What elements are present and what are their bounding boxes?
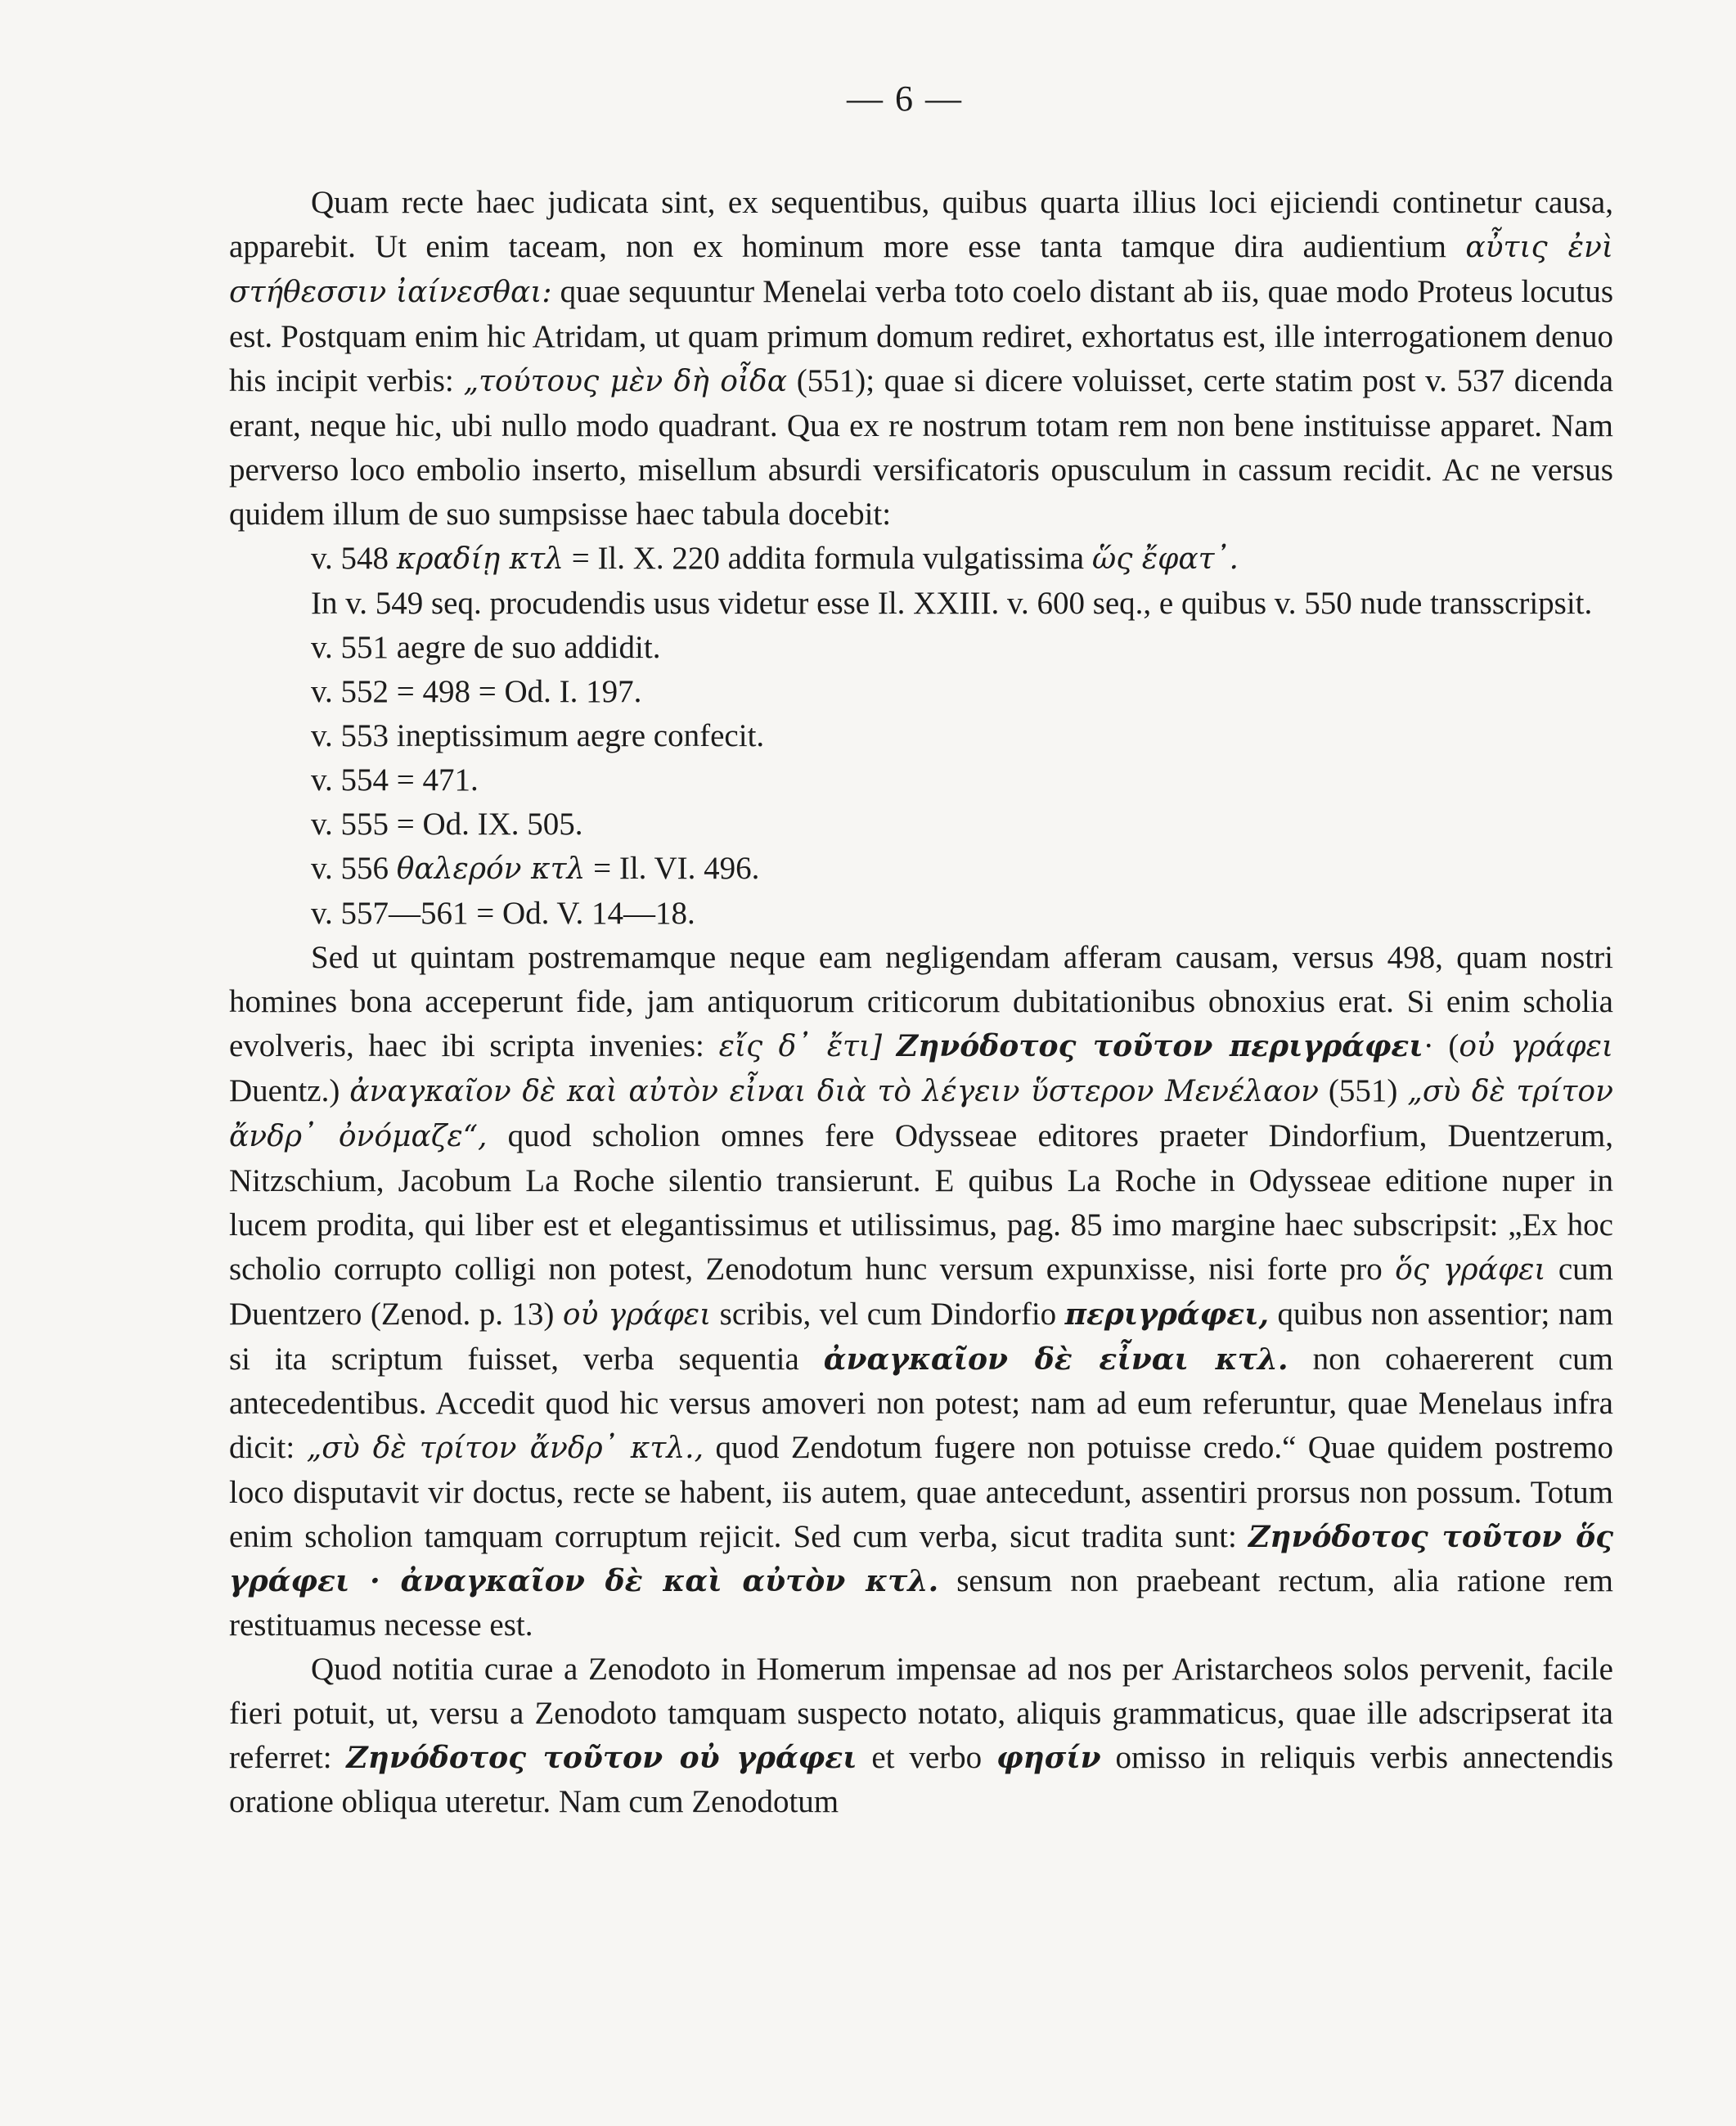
greek-quote: ἀναγκαῖον δὲ καὶ αὐτὸν εἶναι διὰ τὸ λέγειν ὕστερον Μενέλαον xyxy=(349,1075,1320,1108)
text: quod Zendotum fugere non potuisse credo.“ Quae quidem postremo loco disputavit vir doctus, recte se habent, iis autem, quae antecedunt, assentiri prorsus non possum. Totum enim scholion tamquam corruptum rejicit. Sed cum verba, sicut tradita sunt: xyxy=(229,1430,1614,1554)
greek-quote: φησίν xyxy=(996,1741,1101,1775)
paragraph-3 xyxy=(229,1647,1613,1824)
text: omisso in reliquis verbis annectendis oratione obliqua uteretur. Nam cum Zenodotum xyxy=(229,1740,1613,1819)
verse-line-548 xyxy=(229,537,1613,582)
text: Duentz.) xyxy=(229,1073,340,1108)
text: · ( xyxy=(1423,1028,1459,1063)
greek-quote: Ζηνόδοτος τοῦτον οὐ γράφει xyxy=(346,1741,857,1775)
greek-quote: „σὺ δὲ τρίτον ἄνδρ᾽ κτλ., xyxy=(306,1432,704,1465)
greek-quote: ἀναγκαῖον δὲ εἶναι κτλ. xyxy=(823,1342,1289,1377)
verse-line-556 xyxy=(229,847,1613,892)
greek-quote: ὅς γράφει xyxy=(1395,1253,1546,1287)
greek-quote: „τούτους μὲν δὴ οἶδα xyxy=(463,365,788,398)
greek-quote: Ζηνόδοτος τοῦτον περιγράφει xyxy=(896,1029,1423,1063)
verse-line-555: v. 555 = Od. IX. 505. xyxy=(311,807,583,842)
paragraph-2 xyxy=(229,936,1613,1647)
greek-quote: θαλερόν κτλ xyxy=(396,852,586,886)
paragraph-1 xyxy=(229,181,1613,537)
greek-quote: οὐ γράφει xyxy=(562,1298,712,1332)
greek-quote: Ζηνόδοτος τοῦτον ὅς γράφει · ἀναγκαῖον δὲ καὶ αὐτὸν κτλ. xyxy=(229,1520,1614,1598)
greek-quote: ὥς ἔφατ᾽. xyxy=(1091,542,1239,576)
text: quod scholion omnes fere Odysseae editores praeter Dindorfium, Duentzerum, Nitzschium, Jacobum La Roche silentio transierunt. E quibus La Roche in Odysseae editione nuper in lucem prodita, qui liber est et elegantissimus et utilissimus, pag. 85 imo margine haec subscripsit: „Ex hoc scholio corrupto colligi non potest, Zenodotum hunc versum expunxisse, nisi forte pro xyxy=(229,1118,1614,1287)
verse-note: = Il. X. 220 addita formula vulgatissima xyxy=(571,541,1085,576)
verse-line-551: v. 551 aegre de suo addidit. xyxy=(311,630,661,665)
verse-number: v. 556 xyxy=(311,851,389,886)
verse-line-553: v. 553 ineptissimum aegre confecit. xyxy=(311,718,765,753)
text: scribis, vel cum Dindorfio xyxy=(719,1297,1057,1332)
greek-quote: οὐ γράφει xyxy=(1459,1030,1614,1063)
verse-line-549: In v. 549 seq. procudendis usus videtur esse Il. XXIII. v. 600 seq., e quibus v. 550 nude transscripsit. xyxy=(311,586,1593,621)
text: quae sequuntur Menelai verba toto coelo distant ab iis, quae modo Proteus locutus est. Postquam enim hic Atridam, ut quam primum domum rediret, exhortatus est, ille interrogationem denuo his incipit verbis: xyxy=(229,274,1613,398)
greek-quote: αὖτις ἐνὶ στήθεσσιν ἰαίνεσθαι: xyxy=(229,231,1613,309)
text: (551); quae si dicere voluisset, certe statim post v. 537 dicenda erant, neque hic, ubi nullo modo quadrant. Qua ex re nostrum totam rem non bene instituisse apparet. Nam perverso loco embolio inserto, misellum absurdi versificatoris opusculum in cassum recidit. Ac ne versus quidem illum de suo sumpsisse haec tabula docebit: xyxy=(229,363,1614,532)
greek-quote: κραδίῃ κτλ xyxy=(396,542,564,576)
text: sensum non praebeant rectum, alia ratione rem restituamus necesse est. xyxy=(229,1563,1614,1643)
verse-line-557: v. 557—561 = Od. V. 14—18. xyxy=(311,896,695,931)
text: (551) xyxy=(1328,1073,1398,1108)
page-number: — 6 — xyxy=(847,79,963,119)
body-text xyxy=(229,181,1613,1824)
text: et verbo xyxy=(871,1740,983,1775)
greek-quote: εἴς δ᾽ ἔτι] xyxy=(718,1030,883,1063)
verse-line-552: v. 552 = 498 = Od. I. 197. xyxy=(311,674,642,709)
verse-note: = Il. VI. 496. xyxy=(593,851,760,886)
text: Quod notitia curae a Zenodoto in Homerum impensae ad nos per Aristarcheos solos pervenit, facile fieri potuit, ut, versu a Zenodoto tamquam suspecto notato, aliquis grammaticus, quae ille adscripserat ita referret: xyxy=(229,1652,1613,1775)
verse-line-554: v. 554 = 471. xyxy=(311,762,479,798)
text: Quam recte haec judicata sint, ex sequentibus, quibus quarta illius loci ejiciendi continetur causa, apparebit. Ut enim taceam, non ex hominum more esse tanta tamque dira audientium xyxy=(229,185,1613,264)
greek-quote: περιγράφει, xyxy=(1064,1297,1270,1332)
text: non cohaererent cum antecedentibus. Accedit quod hic versus amoveri non potest; nam ad eum referuntur, quae Menelaus infra dicit: xyxy=(229,1342,1614,1465)
text: Sed ut quintam postremamque neque eam negligendam afferam causam, versus 498, quam nostri homines bona acceperunt fide, jam antiquorum criticorum dubitationibus obnoxius erat. Si enim scholia evolveris, haec ibi scripta invenies: xyxy=(229,940,1613,1063)
text: cum Duentzero (Zenod. p. 13) xyxy=(229,1252,1614,1332)
verse-number: v. 548 xyxy=(311,541,389,576)
greek-quote: „σὺ δὲ τρίτον ἄνδρ᾽ ὀνόμαζε“, xyxy=(229,1075,1613,1153)
text: quibus non assentior; nam si ita scriptum fuisset, verba sequentia xyxy=(229,1297,1613,1377)
